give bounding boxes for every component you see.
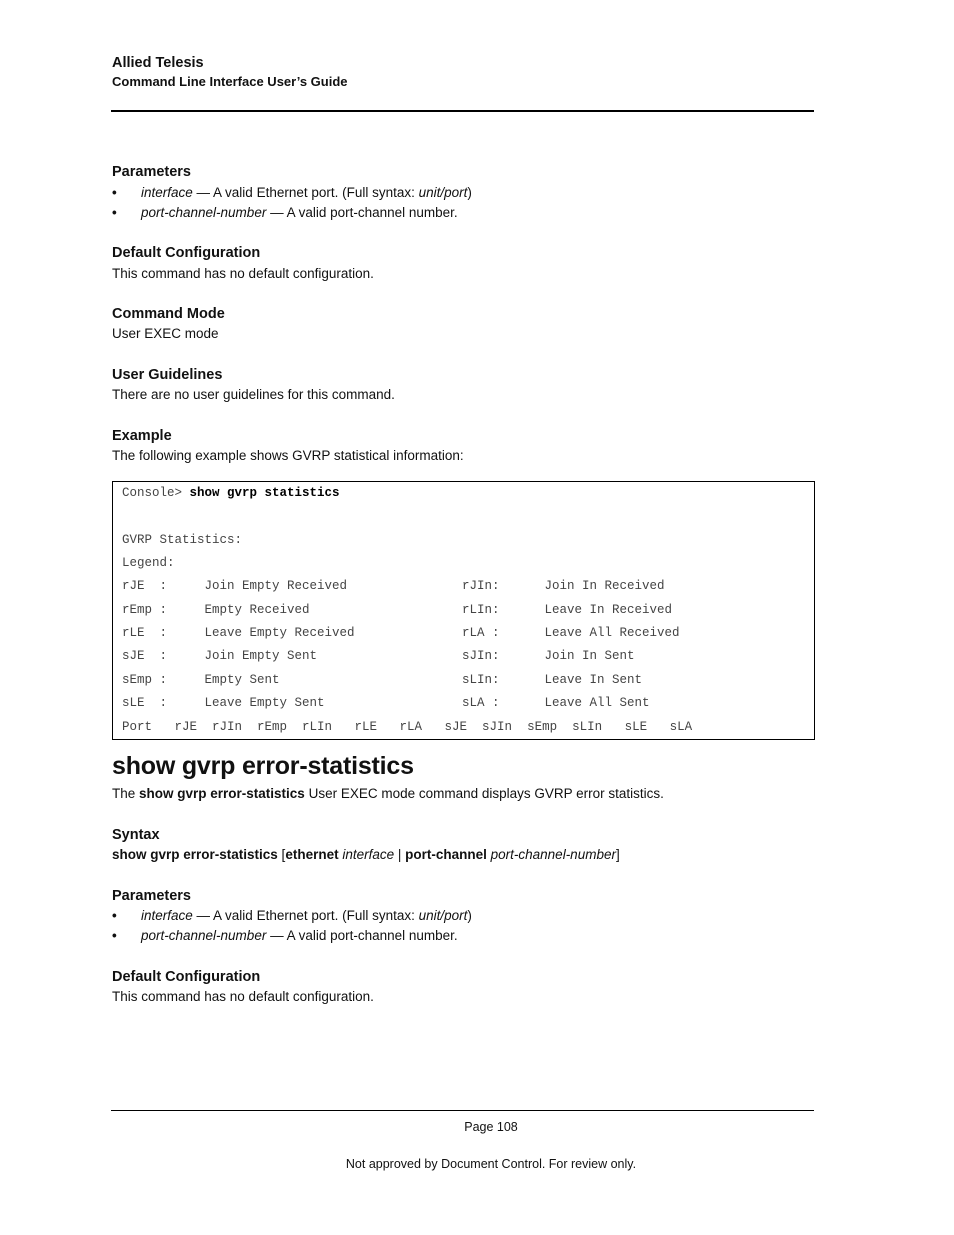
- code-legend-row-left: sEmp : Empty Sent: [122, 673, 280, 687]
- default-config-heading: Default Configuration: [112, 969, 261, 985]
- console-command: show gvrp statistics: [189, 486, 340, 500]
- param-syntax: unit/port: [418, 185, 468, 200]
- user-guidelines-heading: User Guidelines: [112, 367, 223, 383]
- code-legend-row-left: rLE : Leave Empty Received: [122, 626, 355, 640]
- syntax-interface: interface: [338, 847, 395, 862]
- default-config-text: This command has no default configuration.: [112, 989, 374, 1004]
- intro-post: User EXEC mode command displays GVRP error statistics.: [304, 786, 664, 801]
- example-text: The following example shows GVRP statistical information:: [112, 448, 464, 463]
- review-note: Not approved by Document Control. For review only.: [345, 1157, 637, 1171]
- code-legend-row-left: rJE : Join Empty Received: [122, 579, 348, 593]
- param-name: interface: [141, 908, 193, 923]
- code-stats-title: GVRP Statistics:: [122, 533, 243, 547]
- syntax-ethernet: ethernet: [285, 847, 339, 862]
- console-prompt: Console>: [122, 486, 190, 500]
- param-desc: — A valid port-channel number.: [266, 205, 458, 220]
- header-divider: [111, 110, 814, 112]
- param-name: port-channel-number: [141, 928, 267, 943]
- param-item-interface: [112, 908, 712, 926]
- code-legend-row-right: rLIn: Leave In Received: [462, 603, 673, 617]
- syntax-pipe: |: [394, 847, 406, 862]
- code-legend-label: Legend:: [122, 556, 175, 570]
- code-legend-row-left: rEmp : Empty Received: [122, 603, 310, 617]
- syntax-port-channel-number: port-channel-number: [486, 847, 616, 862]
- code-example-box: [112, 481, 815, 740]
- param-item-port-channel: [112, 928, 712, 946]
- command-mode-text: User EXEC mode: [112, 326, 219, 341]
- default-config-text: This command has no default configuration.: [112, 266, 374, 281]
- param-syntax: unit/port: [418, 908, 468, 923]
- syntax-close: ]: [615, 847, 620, 862]
- code-legend-row-left: sJE : Join Empty Sent: [122, 649, 318, 663]
- code-legend-row-right: sJIn: Join In Sent: [462, 649, 635, 663]
- syntax-open: [: [277, 847, 286, 862]
- header-guide-title: Command Line Interface User’s Guide: [112, 74, 348, 89]
- param-desc: — A valid Ethernet port. (Full syntax:: [192, 185, 419, 200]
- header-company: Allied Telesis: [112, 55, 204, 71]
- parameters-heading: Parameters: [112, 164, 191, 180]
- bullet-icon: •: [112, 205, 117, 220]
- user-guidelines-text: There are no user guidelines for this command.: [112, 387, 395, 402]
- param-item-interface: [112, 185, 712, 203]
- param-desc: — A valid Ethernet port. (Full syntax:: [192, 908, 419, 923]
- intro-command: show gvrp error-statistics: [139, 786, 305, 801]
- bullet-icon: •: [112, 928, 117, 943]
- syntax-heading: Syntax: [112, 827, 160, 843]
- param-close: ): [467, 908, 472, 923]
- command-mode-heading: Command Mode: [112, 306, 225, 322]
- syntax-port-channel: port-channel: [405, 847, 487, 862]
- param-item-port-channel: [112, 205, 712, 223]
- param-name: interface: [141, 185, 193, 200]
- code-legend-row-right: rJIn: Join In Received: [462, 579, 665, 593]
- code-legend-row-right: sLA : Leave All Sent: [462, 696, 650, 710]
- syntax-command: show gvrp error-statistics: [112, 847, 278, 862]
- command-intro: [112, 786, 664, 801]
- page-number: Page 108: [464, 1120, 518, 1134]
- parameters-heading: Parameters: [112, 888, 191, 904]
- example-heading: Example: [112, 428, 172, 444]
- bullet-icon: •: [112, 185, 117, 200]
- bullet-icon: •: [112, 908, 117, 923]
- param-desc: — A valid port-channel number.: [266, 928, 458, 943]
- intro-pre: The: [112, 786, 140, 801]
- default-config-heading: Default Configuration: [112, 245, 261, 261]
- command-title: show gvrp error-statistics: [112, 752, 414, 780]
- code-legend-row-right: sLIn: Leave In Sent: [462, 673, 643, 687]
- code-column-headers: Port rJE rJIn rEmp rLIn rLE rLA sJE sJIn sEmp sLIn sLE sLA: [122, 720, 693, 734]
- param-name: port-channel-number: [141, 205, 267, 220]
- footer-divider: [111, 1110, 814, 1111]
- param-close: ): [467, 185, 472, 200]
- code-command-line: [122, 486, 340, 500]
- code-legend-row-left: sLE : Leave Empty Sent: [122, 696, 325, 710]
- code-legend-row-right: rLA : Leave All Received: [462, 626, 680, 640]
- syntax-line: [112, 847, 620, 862]
